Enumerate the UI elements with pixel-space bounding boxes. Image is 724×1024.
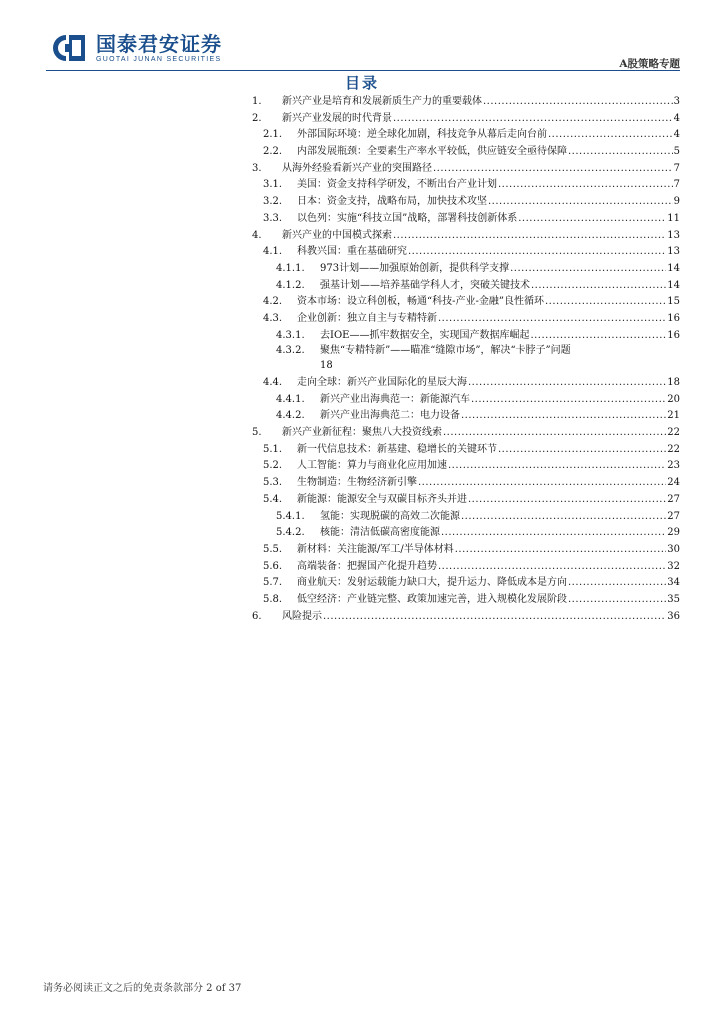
toc-entry[interactable]: 3.3. 以色列：实施“科技立国”战略，部署科技创新体系 ..... 11 <box>249 211 680 228</box>
toc-entry[interactable]: 4.1.1. 973计划——加强原始创新，提供科学支撑 ..... 14 <box>249 261 680 278</box>
toc-entry[interactable]: 4.3.1. 去IOE——抓牢数据安全，实现国产数据库崛起 ..... 16 <box>249 328 680 345</box>
toc-entry[interactable]: 5.4. 新能源：能源安全与双碳目标齐头并进 ..... 27 <box>249 492 680 509</box>
toc-entry[interactable]: 4.4.2. 新兴产业出海典范二：电力设备 ..... 21 <box>249 408 680 425</box>
toc-entry[interactable]: 3. 从海外经验看新兴产业的突围路径 ..... 7 <box>249 161 680 178</box>
report-type-label: A股策略专题 <box>619 58 680 70</box>
company-logo <box>52 33 222 63</box>
page-header <box>0 0 724 80</box>
toc-entry[interactable]: 4.1. 科教兴国：重在基础研究 ..... 13 <box>249 244 680 261</box>
toc-entry[interactable]: 5.5. 新材料：关注能源/军工/半导体材料 ..... 30 <box>249 542 680 559</box>
toc-entry[interactable]: 4.3. 企业创新：独立自主与专精特新 ..... 16 <box>249 311 680 328</box>
toc-entry[interactable]: 4.4. 走向全球：新兴产业国际化的星辰大海 ..... 18 <box>249 375 680 392</box>
toc-entry[interactable]: 5. 新兴产业新征程：聚焦八大投资线索 ..... 22 <box>249 425 680 442</box>
toc-entry[interactable]: 5.7. 商业航天：发射运载能力缺口大，提升运力、降低成本是方向 ..... 34 <box>249 575 680 592</box>
toc-entry[interactable]: 3.1. 美国：资金支持科学研发，不断出台产业计划 ..... 7 <box>249 177 680 194</box>
toc-entry[interactable]: 2. 新兴产业发展的时代背景 ..... 4 <box>249 111 680 128</box>
footer-disclaimer: 请务必阅读正文之后的免责条款部分 2 of 37 <box>43 983 242 994</box>
toc-entry[interactable]: 5.1. 新一代信息技术：新基建、稳增长的关键环节 ..... 22 <box>249 442 680 459</box>
toc-entry[interactable]: 5.6. 高端装备：把握国产化提升趋势 ..... 32 <box>249 559 680 576</box>
toc-entry[interactable]: 4.1.2. 强基计划——培养基础学科人才，突破关键技术 ..... 14 <box>249 278 680 295</box>
toc-entry[interactable]: 2.1. 外部国际环境：逆全球化加剧，科技竞争从幕后走向台前 ..... 4 <box>249 127 680 144</box>
toc-entry[interactable]: 4.4.1. 新兴产业出海典范一：新能源汽车 ..... 20 <box>249 392 680 409</box>
table-of-contents <box>249 94 680 625</box>
toc-entry[interactable]: 4.2. 资本市场：设立科创板，畅通“科技-产业-金融”良性循环 ..... 15 <box>249 294 680 311</box>
guotai-junan-logo-icon <box>52 34 86 62</box>
toc-entry[interactable]: 6. 风险提示 ..... 36 <box>249 609 680 626</box>
toc-entry[interactable]: 3.2. 日本：资金支持，战略布局，加快技术攻坚 ..... 9 <box>249 194 680 211</box>
toc-entry[interactable]: 4. 新兴产业的中国模式探索 ..... 13 <box>249 228 680 245</box>
toc-entry[interactable]: 5.8. 低空经济：产业链完整、政策加速完善，进入规模化发展阶段 ..... 35 <box>249 592 680 609</box>
toc-entry-page-wrap[interactable]: 18 <box>320 360 333 372</box>
header-divider <box>46 70 680 71</box>
logo-english-name: GUOTAI JUNAN SECURITIES <box>96 55 222 63</box>
logo-chinese-name: 国泰君安证券 <box>96 31 222 56</box>
toc-entry[interactable]: 4.3.2. 聚焦“专精特新”——瞄准“缝隙市场”，解决“卡脖子”问题 <box>276 345 571 357</box>
toc-entry[interactable]: 5.2. 人工智能：算力与商业化应用加速 ..... 23 <box>249 458 680 475</box>
toc-entry[interactable]: 5.4.1. 氢能：实现脱碳的高效二次能源 ..... 27 <box>249 509 680 526</box>
toc-entry[interactable]: 2.2. 内部发展瓶颈：全要素生产率水平较低，供应链安全亟待保障 ..... 5 <box>249 144 680 161</box>
toc-title: 目录 <box>344 74 379 92</box>
toc-entry[interactable]: 5.3. 生物制造：生物经济新引擎 ..... 24 <box>249 475 680 492</box>
toc-entry[interactable]: 5.4.2. 核能：清洁低碳高密度能源 ..... 29 <box>249 525 680 542</box>
toc-entry[interactable]: 1. 新兴产业是培育和发展新质生产力的重要载体 ..... 3 <box>249 94 680 111</box>
